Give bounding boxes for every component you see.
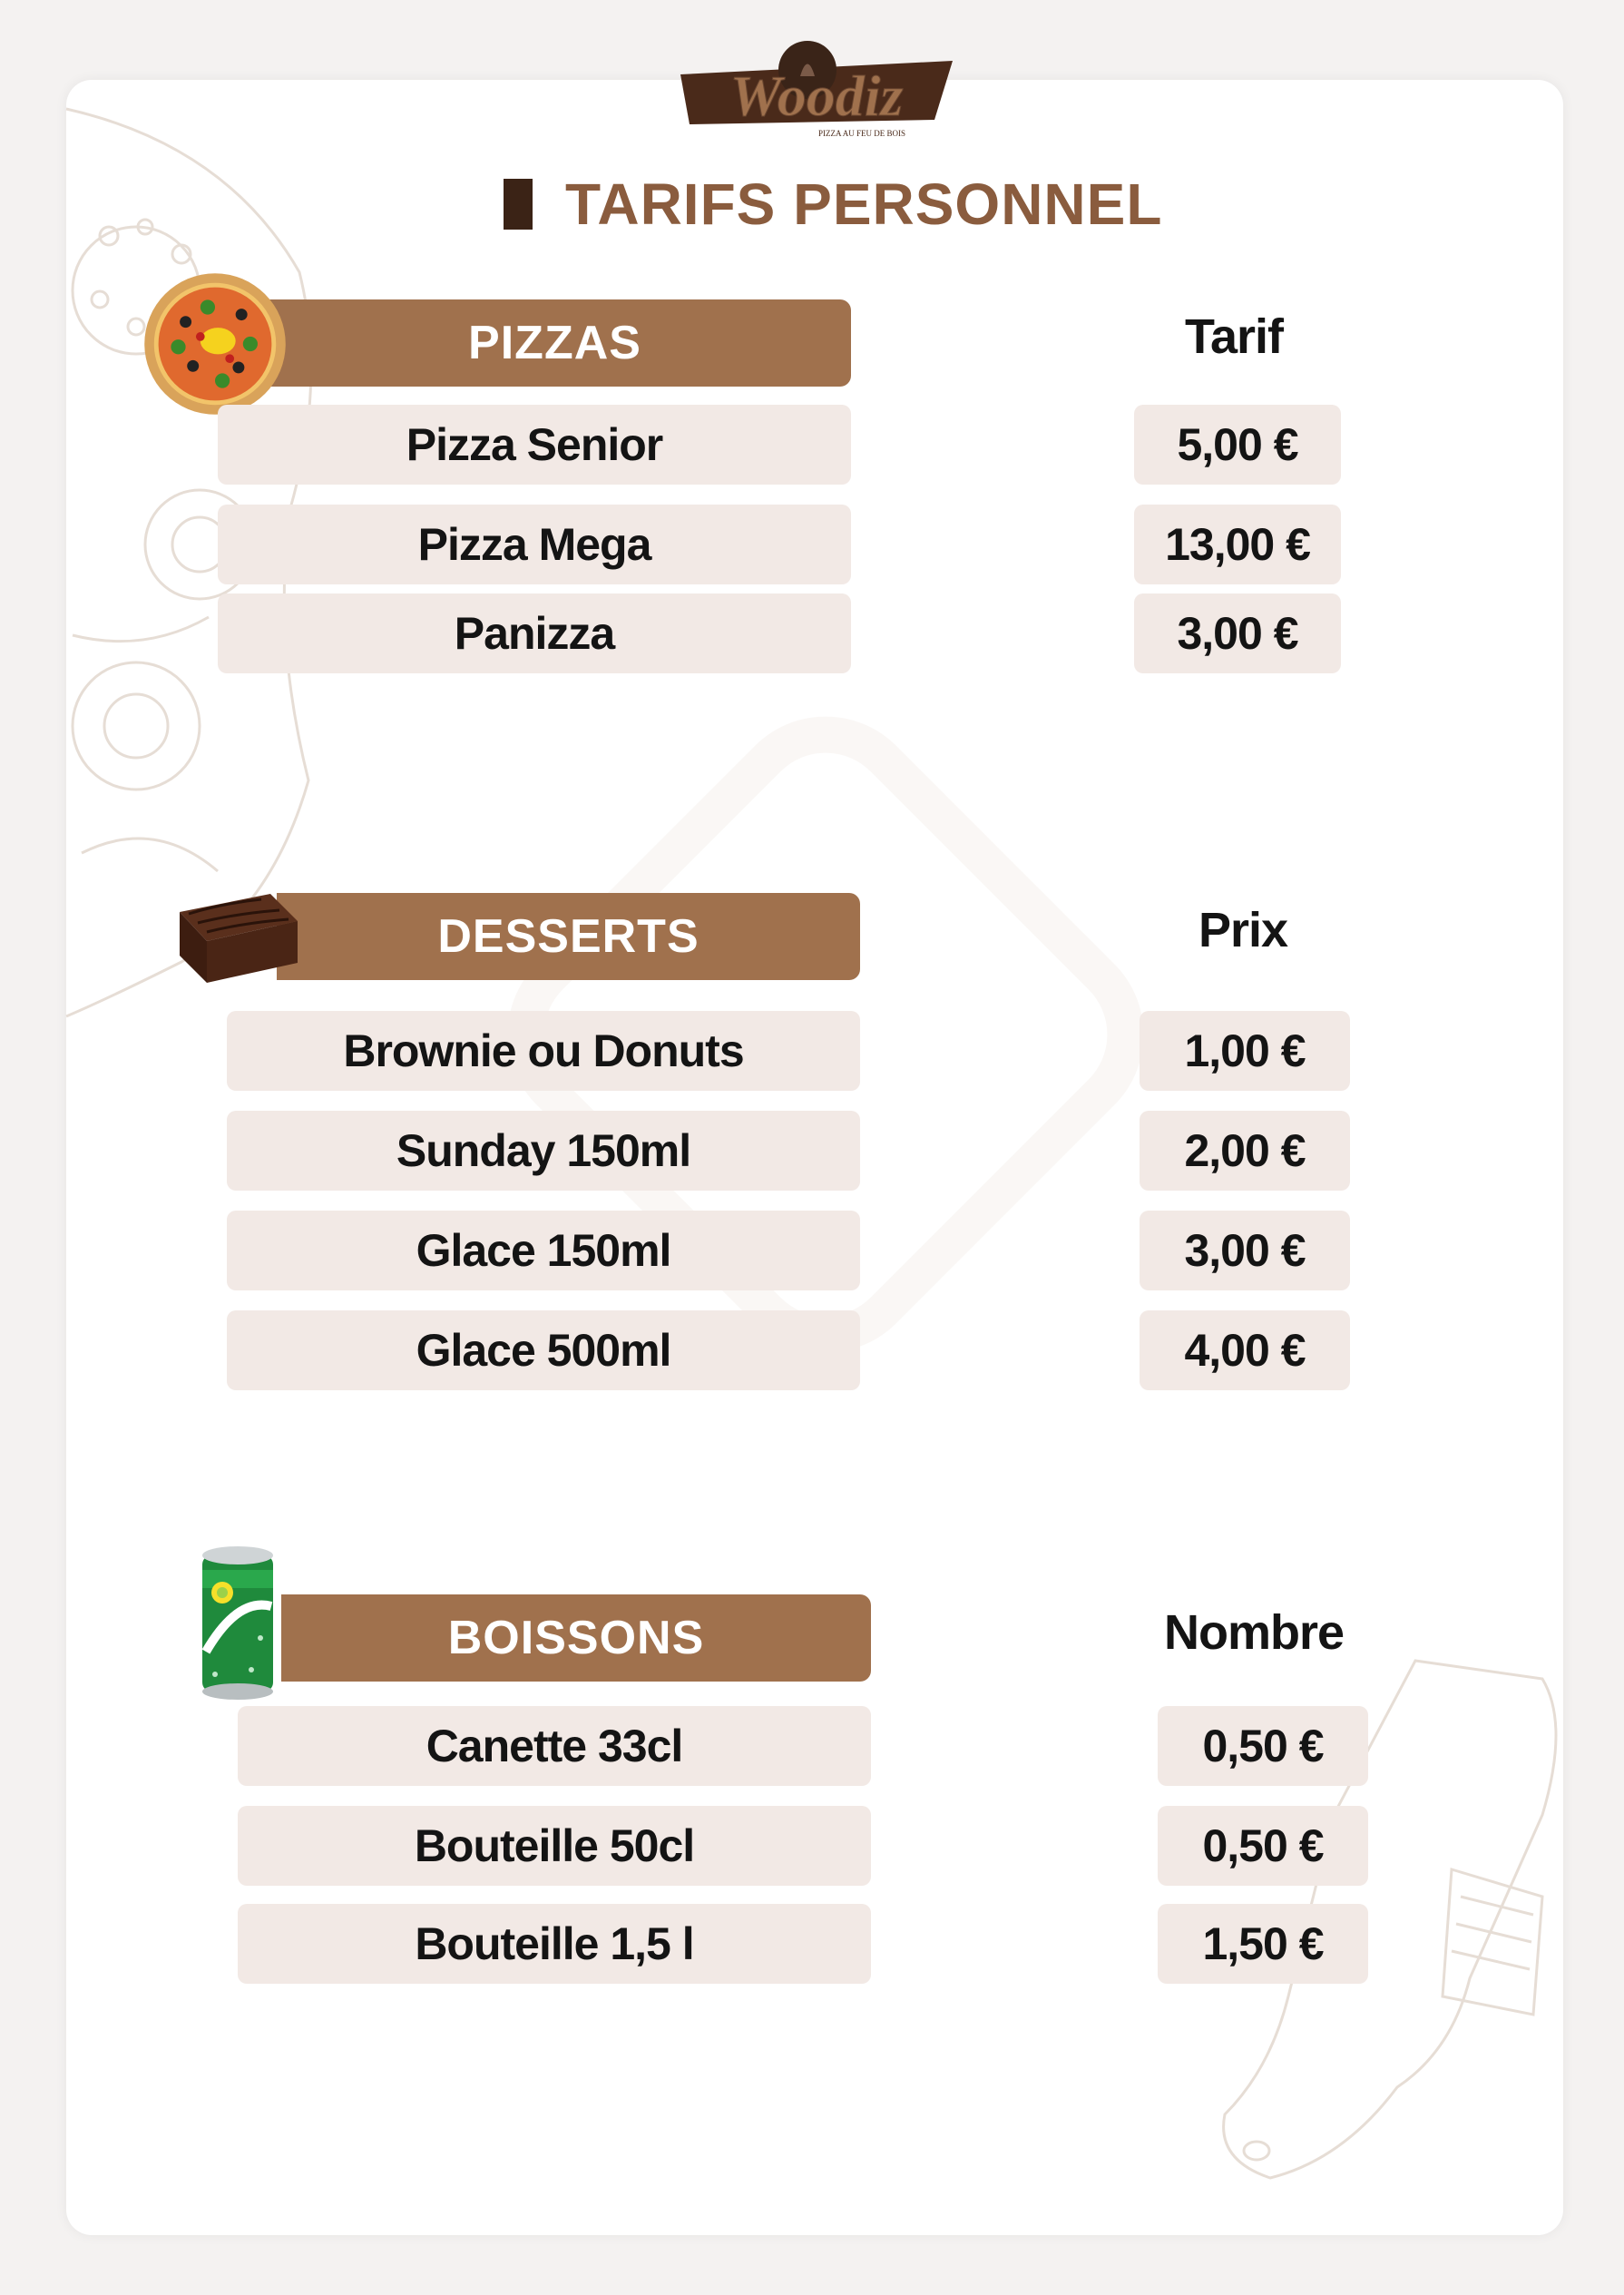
item-price: 0,50 € bbox=[1158, 1706, 1368, 1786]
item-price: 3,00 € bbox=[1134, 593, 1341, 673]
item-price: 3,00 € bbox=[1140, 1211, 1350, 1290]
column-header-tarif: Tarif bbox=[1184, 309, 1283, 364]
page-title-block bbox=[504, 172, 1162, 236]
item-price: 2,00 € bbox=[1140, 1111, 1350, 1191]
section-header-boissons: BOISSONS bbox=[281, 1594, 871, 1682]
item-label: Bouteille 50cl bbox=[238, 1806, 871, 1886]
item-label: Glace 500ml bbox=[227, 1310, 860, 1390]
page-title: TARIFS PERSONNEL bbox=[565, 172, 1163, 237]
item-label: Panizza bbox=[218, 593, 851, 673]
svg-text:PIZZA AU FEU DE BOIS: PIZZA AU FEU DE BOIS bbox=[817, 129, 906, 138]
section-header-desserts: DESSERTS bbox=[277, 893, 860, 980]
item-label: Bouteille 1,5 l bbox=[238, 1904, 871, 1984]
column-header-prix: Prix bbox=[1198, 903, 1288, 957]
svg-text:Woodiz: Woodiz bbox=[729, 64, 904, 128]
brownie-icon bbox=[171, 885, 307, 992]
item-price: 13,00 € bbox=[1134, 505, 1341, 584]
item-price: 1,50 € bbox=[1158, 1904, 1368, 1984]
item-price: 5,00 € bbox=[1134, 405, 1341, 485]
item-label: Pizza Senior bbox=[218, 405, 851, 485]
item-label: Sunday 150ml bbox=[227, 1111, 860, 1191]
section-header-pizzas: PIZZAS bbox=[259, 299, 851, 387]
item-label: Brownie ou Donuts bbox=[227, 1011, 860, 1091]
item-price: 4,00 € bbox=[1140, 1310, 1350, 1390]
column-header-nombre: Nombre bbox=[1163, 1605, 1345, 1660]
item-label: Canette 33cl bbox=[238, 1706, 871, 1786]
item-price: 0,50 € bbox=[1158, 1806, 1368, 1886]
item-label: Glace 150ml bbox=[227, 1211, 860, 1290]
soda-can-icon bbox=[197, 1543, 279, 1702]
item-label: Pizza Mega bbox=[218, 505, 851, 584]
pizza-icon bbox=[142, 270, 289, 417]
woodiz-logo bbox=[662, 20, 971, 147]
item-price: 1,00 € bbox=[1140, 1011, 1350, 1091]
title-accent-bar bbox=[504, 179, 533, 230]
